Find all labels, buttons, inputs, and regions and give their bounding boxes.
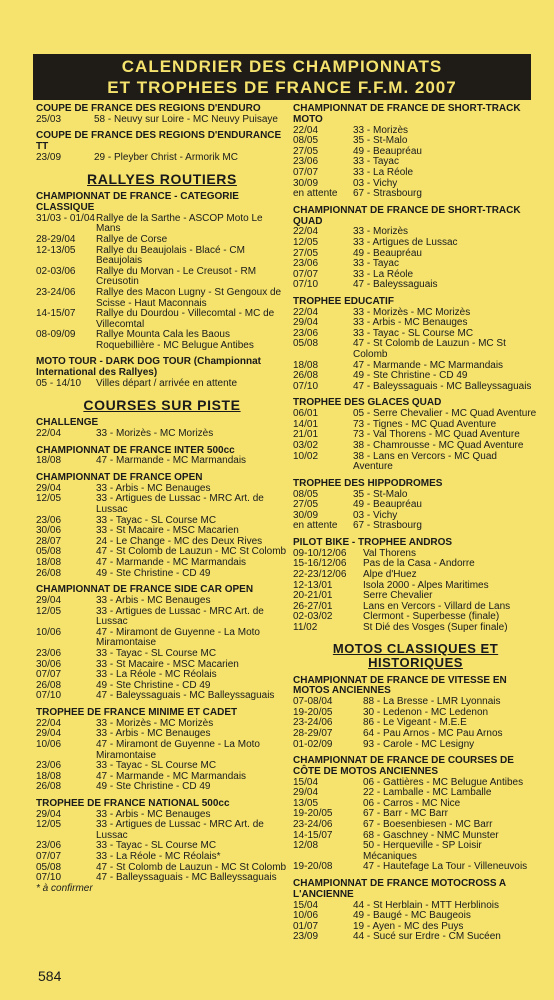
event-date: 26-27/01 [293,600,333,612]
event-date: 12/05 [36,819,62,831]
event-venue: 67 - Strasbourg [353,188,422,200]
event-row [36,379,288,390]
event-date: 22-23/12/06 [293,568,347,580]
event-date: 20-21/01 [293,590,333,602]
event-venue: 03 - Vichy [353,509,398,521]
event-venue: 33 - Morizès [353,226,409,238]
event-date: 23-24/06 [293,819,333,831]
event-date: 07/07 [36,669,62,681]
event-row [293,189,538,200]
event-venue: 33 - Morizès - MC Morizès [96,428,214,440]
event-section [293,538,538,634]
event-venue: 33 - St Macaire - MSC Macarien [96,525,239,537]
event-date: 29/04 [36,728,62,740]
event-venue: 47 - Miramont de Guyenne - La Moto Miramontaise [96,738,260,761]
event-date: 18/08 [293,359,319,371]
event-date: 06/01 [293,408,319,420]
left-column [36,104,288,894]
event-row [36,235,288,246]
event-date: 15-16/12/06 [293,558,347,570]
event-date: 12/05 [36,605,62,617]
event-venue: 33 - Tayac - SL Course MC [353,327,474,339]
event-section [36,708,288,793]
event-row [36,782,288,793]
event-date: 19-20/08 [293,861,333,873]
event-date: 12/08 [293,840,319,852]
event-date: 07-08/04 [293,696,333,708]
event-row [36,153,288,164]
event-venue: 33 - Arbis - MC Benauges [96,728,211,740]
event-venue: 44 - St Herblain - MTT Herblinois [353,899,499,911]
event-venue: 33 - La Réole [353,268,414,280]
event-date: 29/04 [36,808,62,820]
event-date: 13/05 [293,797,319,809]
event-date: 18/08 [36,455,62,467]
event-date: 23/06 [293,327,319,339]
event-date: 22/04 [36,717,62,729]
event-venue: 33 - Arbis - MC Benauges [96,482,211,494]
event-row [36,115,288,126]
event-date: 15/04 [293,899,319,911]
event-date: 07/07 [36,851,62,863]
event-date: 23/06 [36,760,62,772]
event-row [293,729,538,740]
event-venue: 33 - Artigues de Lussac - MRC Art. de Lussac [96,819,264,841]
event-date: 07/07 [293,166,319,178]
event-date: 26/08 [36,781,62,793]
event-date: 08/05 [293,488,319,500]
event-venue: 47 - St Colomb de Lauzun - MC St Colomb [353,338,506,361]
event-date: 23/06 [36,514,62,526]
event-venue: 47 - St Colomb de Lauzun - MC St Colomb [96,861,287,873]
event-date: 23/09 [293,931,319,943]
event-venue: 47 - Marmande - MC Marmandais [353,359,504,371]
event-row [293,168,538,179]
event-date: 07/10 [293,380,319,392]
event-venue: Rallye du Dourdou - Villecomtal - MC de Villecomtal [96,308,275,330]
event-date: 10/06 [36,738,62,750]
event-venue: 86 - Le Vigeant - M.E.E [363,717,467,729]
event-section [36,192,288,351]
event-venue: 33 - Tayac - SL Course MC [96,760,217,772]
event-venue: 33 - Tayac - SL Course MC [96,514,217,526]
event-section [293,206,538,291]
event-venue: 33 - Tayac [353,258,399,270]
event-venue: Rallye du Beaujolais - Blacé - CM Beaujolais [96,244,245,267]
event-row [36,607,288,628]
event-row [293,249,538,260]
event-venue: 47 - St Colomb de Lauzun - MC St Colomb [96,546,287,558]
event-venue: 47 - Baleyssaguais - MC Balleyssaguais [96,690,275,702]
event-date: 29/04 [293,787,319,799]
event-date: 23/06 [293,156,319,168]
event-row [36,267,288,288]
event-venue: 49 - Ste Christine - CD 49 [96,567,211,579]
event-venue: 67 - Strasbourg [353,520,422,532]
event-venue: 47 - Miramont de Guyenne - La Moto Miramontaise [96,626,260,649]
event-row [293,452,538,473]
event-row [293,259,538,270]
event-section [36,799,288,895]
event-date: 03/02 [293,440,319,452]
event-venue: 33 - Arbis - MC Benauges [96,808,211,820]
event-date: 10/02 [293,450,319,462]
event-venue: 47 - Marmande - MC Marmandais [96,557,247,568]
event-date: 22/04 [36,428,62,440]
event-row [293,521,538,532]
calendar-banner [33,54,531,100]
event-date: 29/04 [293,317,319,329]
event-venue: 49 - Ste Christine - CD 49 [96,781,211,793]
event-row [36,558,288,569]
event-venue: 33 - Morizès [353,124,409,136]
event-date: 23-24/06 [36,286,76,298]
event-venue: 47 - Baleyssaguais [353,279,438,291]
event-venue: Rallye Mounta Cala les Baous Roquebillière - MC Belugue Antibes [96,329,254,351]
event-date: 26/08 [36,679,62,691]
event-date: 07/10 [36,690,62,702]
event-row [36,246,288,267]
event-row [293,157,538,168]
event-date: 15/04 [293,776,319,788]
event-venue: 29 - Pleyber Christ - Armorik MC [94,151,238,163]
section-title: CHAMPIONNAT DE FRANCE SIDE CAR OPEN [36,584,254,596]
event-row [36,456,288,467]
category-heading: COURSES SUR PISTE [83,396,241,413]
page-number: 584 [38,968,62,984]
event-date: 30/09 [293,509,319,521]
event-section [36,585,288,702]
event-venue: Clermont - Superbesse (finale) [363,611,500,623]
event-venue: 30 - Ledenon - MC Ledenon [363,706,489,718]
event-row [36,691,288,702]
event-row [36,820,288,841]
event-date: 23/09 [36,151,62,163]
event-venue: Villes départ / arrivée en attente [96,378,238,390]
banner-line-2: ET TROPHEES DE FRANCE F.F.M. 2007 [107,78,457,97]
event-date: 19-20/05 [293,808,333,820]
event-venue: 50 - Herqueville - SP Loisir Mécaniques [363,840,482,862]
event-date: en attente [293,520,338,532]
event-venue: 49 - Ste Christine - CD 49 [353,370,468,382]
section-title: CHAMPIONNAT DE FRANCE DE SHORT-TRACK MOTO [293,103,521,125]
section-title: CHAMPIONNAT DE FRANCE - CATEGORIE CLASSIQUE [36,191,239,213]
footnote: * à confirmer [36,882,93,894]
section-title: CHAMPIONNAT DE FRANCE DE COURSES DE CÔTE DE MOTOS ANCIENNES [293,755,514,777]
event-venue: 49 - Beaupréau [353,145,422,157]
event-date: 18/08 [36,557,62,568]
event-section [293,104,538,200]
section-title: TROPHEE DES HIPPODROMES [293,477,443,489]
event-venue: 03 - Vichy [353,177,398,189]
event-date: 07/10 [36,872,62,884]
section-title: CHAMPIONNAT DE FRANCE INTER 500cc [36,444,235,456]
section-title: CHAMPIONNAT DE FRANCE OPEN [36,472,203,484]
event-venue: Pas de la Casa - Andorre [363,558,475,570]
event-date: 14-15/07 [293,829,333,841]
event-venue: 33 - Arbis - MC Benauges [353,317,468,329]
event-row [293,280,538,291]
event-date: 26/08 [36,567,62,579]
event-date: 10/06 [36,626,62,638]
event-row [293,126,538,137]
event-date: 28-29/04 [36,233,76,245]
event-venue: St Dié des Vosges (Super finale) [363,621,508,633]
event-section [293,297,538,393]
event-venue: 33 - La Réole - MC Réolais* [96,851,221,863]
event-venue: 06 - Carros - MC Nice [363,797,461,809]
event-date: 02-03/06 [36,265,76,277]
event-row [36,569,288,580]
event-venue: Rallye du Morvan - Le Creusot - RM Creusotin [96,265,257,288]
event-date: 27/05 [293,247,319,259]
event-date: 19-20/05 [293,706,333,718]
section-title: TROPHEE DE FRANCE NATIONAL 500cc [36,797,230,809]
event-section [293,398,538,472]
event-venue: 64 - Pau Arnos - MC Pau Arnos [363,727,503,739]
event-section [293,879,538,943]
event-section [36,446,288,467]
event-row [293,339,538,360]
event-venue: 67 - Boesenbiesen - MC Barr [363,819,493,831]
event-row [36,740,288,761]
event-venue: Serre Chevalier [363,590,433,602]
event-venue: 35 - St-Malo [353,135,408,147]
section-title: CHALLENGE [36,417,99,429]
event-venue: 73 - Val Thorens - MC Quad Aventure [353,429,520,441]
event-venue: 93 - Carole - MC Lesigny [363,738,475,750]
event-row [293,238,538,249]
event-row [293,570,538,581]
event-date: 23/06 [36,647,62,659]
event-venue: Val Thorens [363,547,416,559]
event-date: 27/05 [293,145,319,157]
event-venue: 49 - Baugé - MC Baugeois [353,910,471,922]
section-title: CHAMPIONNAT DE FRANCE MOTOCROSS A L'ANCIENNE [293,878,506,900]
event-venue: 33 - La Réole [353,166,414,178]
event-venue: 33 - La Réole - MC Réolais [96,669,217,681]
event-date: 31/03 - 01/04 [36,212,95,224]
event-date: 27/05 [293,499,319,511]
right-column [293,104,538,943]
event-date: 29/04 [36,594,62,606]
event-date: 23-24/06 [293,717,333,729]
event-venue: 33 - Morizès - MC Morizès [96,717,214,729]
event-date: 14/01 [293,418,319,430]
event-row [36,628,288,649]
event-date: 28/07 [36,535,62,547]
event-row [36,309,288,330]
event-venue: Lans en Vercors - Villard de Lans [363,600,511,612]
event-date: 02-03/02 [293,611,333,623]
event-row [293,862,538,873]
event-date: 12-13/01 [293,579,333,591]
event-row [293,623,538,634]
event-date: 26/08 [293,370,319,382]
event-venue: 49 - Beaupréau [353,247,422,259]
event-date: 21/01 [293,429,319,441]
event-date: 01-02/09 [293,738,333,750]
event-date: 07/07 [293,268,319,280]
event-venue: 05 - Serre Chevalier - MC Quad Aventure [353,408,537,420]
event-date: 09-10/12/06 [293,547,347,559]
event-date: 30/06 [36,525,62,537]
event-venue: 68 - Gaschney - NMC Munster [363,829,499,841]
section-title: TROPHEE DE FRANCE MINIME ET CADET [36,706,238,718]
event-section [36,131,288,163]
event-section [36,473,288,579]
event-date: 14-15/07 [36,308,76,320]
event-venue: 33 - Tayac - SL Course MC [96,840,217,852]
event-date: 11/02 [293,621,318,633]
event-date: 08/05 [293,135,319,147]
event-venue: Rallye de Corse [96,233,168,245]
section-title: PILOT BIKE - TROPHEE ANDROS [293,536,453,548]
event-row [36,649,288,660]
event-venue: 44 - Sucé sur Erdre - CM Sucéen [353,931,501,943]
event-date: 23/06 [293,258,319,270]
event-venue: 38 - Chamrousse - MC Quad Aventure [353,440,524,452]
event-date: 30/09 [293,177,319,189]
event-date: 10/06 [293,910,319,922]
event-venue: 35 - St-Malo [353,488,408,500]
event-venue: 24 - Le Change - MC des Deux Rives [96,535,263,547]
event-venue: 22 - Lamballe - MC Lamballe [363,787,492,799]
section-title: TROPHEE DES GLACES QUAD [293,397,442,409]
event-venue: 47 - Marmande - MC Marmandais [96,455,247,467]
event-date: 05/08 [36,861,62,873]
event-venue: 33 - Arbis - MC Benauges [96,594,211,606]
event-date: 05/08 [293,338,319,350]
event-venue: 38 - Lans en Vercors - MC Quad Aventure [353,450,497,473]
event-row [36,494,288,515]
event-row [36,288,288,309]
category-heading: MOTOS CLASSIQUES ET HISTORIQUES [332,640,499,670]
event-date: en attente [293,188,338,200]
event-section [293,756,538,873]
section-title: CHAMPIONNAT DE FRANCE DE VITESSE EN MOTOS ANCIENNES [293,674,507,697]
section-title: MOTO TOUR - DARK DOG TOUR (Championnat International des Rallyes) [36,356,261,379]
event-venue: 47 - Marmande - MC Marmandais [96,770,247,782]
event-date: 22/04 [293,306,319,318]
event-date: 18/08 [36,770,62,782]
event-row [293,841,538,862]
event-venue: 33 - Artigues de Lussac [353,236,458,248]
event-venue: 33 - Artigues de Lussac - MRC Art. de Lussac [96,493,264,516]
event-venue: 33 - Tayac - SL Course MC [96,647,217,659]
event-section [36,418,288,439]
event-date: 07/10 [293,279,319,291]
event-date: 12/05 [36,493,62,505]
event-venue: Alpe d'Huez [363,568,417,580]
event-venue: Rallye des Macon Lugny - St Gengoux de Scisse - Haut Maconnais [96,286,282,309]
event-row [293,932,538,943]
event-row [36,330,288,351]
event-row [36,429,288,440]
event-venue: 33 - Morizès - MC Morizès [353,306,471,318]
event-row [293,147,538,158]
section-title: TROPHEE EDUCATIF [293,295,394,307]
event-venue: 88 - La Bresse - LMR Lyonnais [363,696,501,708]
event-row [293,500,538,511]
event-date: 29/04 [36,482,62,494]
event-venue: 49 - Beaupréau [353,499,422,511]
event-venue: 19 - Ayen - MC des Puys [353,920,464,932]
event-venue: 47 - Hautefage La Tour - Villeneuvois [363,861,528,873]
category-heading: RALLYES ROUTIERS [87,170,237,187]
event-date: 25/03 [36,113,62,125]
section-title: COUPE DE FRANCE DES REGIONS D'ENDURO [36,103,261,114]
section-title: COUPE DE FRANCE DES REGIONS D'ENDURANCE TT [36,130,282,153]
event-venue: 67 - Barr - MC Barr [363,808,449,820]
event-venue: 33 - St Macaire - MSC Macarien [96,658,239,670]
event-date: 22/04 [293,124,319,136]
event-date: 05 - 14/10 [36,378,82,390]
event-date: 30/06 [36,658,62,670]
event-section [293,479,538,532]
event-venue: 58 - Neuvy sur Loire - MC Neuvy Puisaye [94,113,278,125]
event-date: 23/06 [36,840,62,852]
banner-line-1: CALENDRIER DES CHAMPIONNATS [121,57,443,76]
event-row [36,214,288,235]
event-venue: 73 - Tignes - MC Quad Aventure [353,418,497,430]
event-venue: 33 - Tayac [353,156,399,168]
event-venue: Isola 2000 - Alpes Maritimes [363,579,489,591]
event-section [36,104,288,125]
event-date: 12-13/05 [36,244,76,256]
event-date: 05/08 [36,546,62,558]
event-row [293,382,538,393]
event-venue: 47 - Balleyssaguais - MC Balleyssaguais [96,872,277,884]
event-date: 01/07 [293,920,319,932]
event-date: 22/04 [293,226,319,238]
event-venue: 33 - Artigues de Lussac - MRC Art. de Lussac [96,605,264,628]
event-row [36,596,288,607]
event-date: 08-09/09 [36,329,76,341]
event-date: 28-29/07 [293,727,333,739]
event-date: 12/05 [293,236,319,248]
event-venue: 47 - Baleyssaguais - MC Balleyssaguais [353,380,532,392]
event-venue: Rallye de la Sarthe - ASCOP Moto Le Mans [96,212,263,235]
event-section [36,357,288,389]
event-section [293,676,538,751]
event-venue: 49 - Ste Christine - CD 49 [96,679,211,691]
section-title: CHAMPIONNAT DE FRANCE DE SHORT-TRACK QUAD [293,204,521,227]
event-venue: 06 - Gattières - MC Belugue Antibes [363,776,524,788]
event-row [293,740,538,751]
